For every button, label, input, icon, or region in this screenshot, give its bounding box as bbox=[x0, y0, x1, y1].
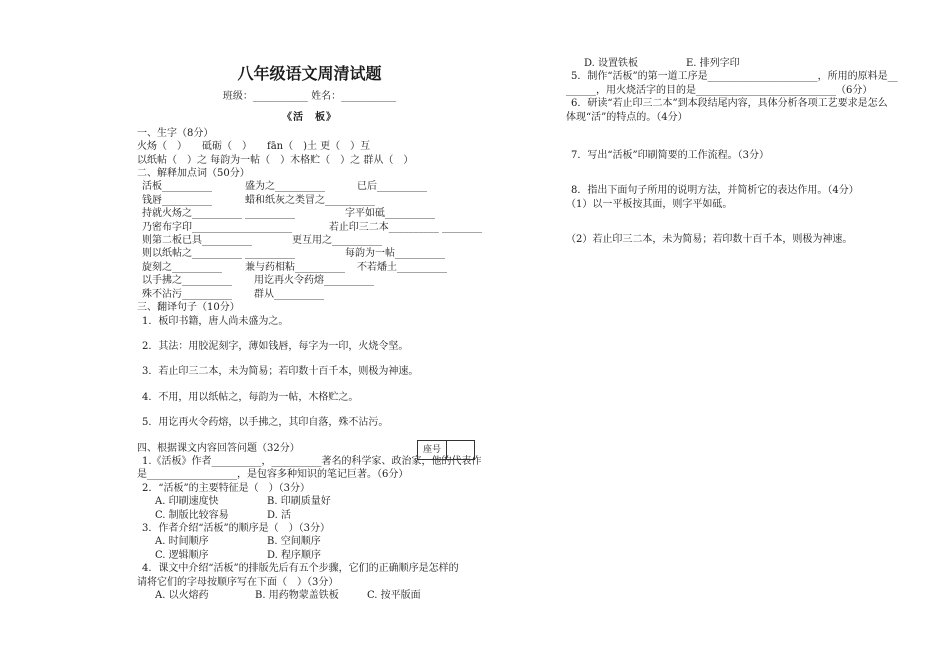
question-3-options bbox=[137, 549, 482, 562]
page-title: 八年级语文周清试题 bbox=[237, 64, 382, 83]
question-3-options bbox=[137, 535, 482, 548]
option-c: C. 制版比较容易 bbox=[155, 509, 229, 521]
section2-cell: __________ bbox=[245, 248, 295, 260]
seat-number-label: 座号 bbox=[418, 441, 447, 459]
section2-cell: 持就火炀之__________ bbox=[142, 208, 242, 220]
section2-cell: 钱唇__________ bbox=[142, 194, 212, 206]
section1-line1: 火炀（ ） 砥砺（ ） fān（ )土 更（ ）互 bbox=[137, 141, 371, 153]
section3-heading: 三、翻译句子（10分） bbox=[137, 302, 240, 314]
seat-number-box bbox=[417, 440, 475, 460]
question-7: 7．写出“活板”印刷简要的工作流程。（3分） bbox=[571, 150, 769, 162]
section2-cell: 殊不沾污__________ bbox=[142, 288, 232, 300]
section2-heading: 二、解释加点词（50分） bbox=[137, 168, 250, 180]
translate-item-4: 4．不用，用以纸帖之，每韵为一帖，木格贮之。 bbox=[142, 391, 359, 403]
section1-heading: 一、生字（8分） bbox=[137, 127, 214, 139]
question-2-options bbox=[137, 495, 482, 508]
section2-cell: __________ bbox=[242, 221, 292, 233]
section1-line2: 以纸帖（ ）之 每韵为一帖（ ）木格贮（ ）之 群从（ ） bbox=[137, 154, 414, 166]
translate-item-3: 3．若止印三二本，未为简易；若印数十百千本，则极为神速。 bbox=[142, 366, 419, 378]
section2-cell: 则以纸帖之__________ bbox=[142, 248, 242, 260]
section2-row bbox=[137, 180, 482, 193]
question-1-line2: 是__________________，是包容多种知识的笔记巨著。（6分） bbox=[137, 469, 409, 481]
section2-cell: 乃密布字印__________ bbox=[142, 221, 242, 233]
section2-row bbox=[137, 261, 482, 274]
section2-cell: 若止印三二本__________ ________ bbox=[328, 221, 482, 233]
section2-cell: 已后__________ bbox=[357, 181, 427, 193]
section2-cell: 活板__________ bbox=[142, 181, 212, 193]
question-4-line2: 请将它们的字母按顺序写在下面（ ）（3分） bbox=[137, 576, 339, 588]
option-a: A. 时间顺序 bbox=[155, 536, 209, 548]
section2-row bbox=[137, 221, 482, 234]
section2-cell: 则第二板已具__________ bbox=[142, 235, 252, 247]
question-2-options bbox=[137, 509, 482, 522]
left-column bbox=[137, 64, 482, 602]
section2-cell: 群从__________ bbox=[254, 288, 324, 300]
translate-item-5: 5．用讫再火令药熔，以手拂之，其印自落，殊不沾污。 bbox=[142, 417, 389, 429]
section2-cell: 旋刻之__________ bbox=[142, 261, 222, 273]
section2-cell: 字平如砥__________ bbox=[345, 208, 435, 220]
section2-cell: 不若燔土__________ bbox=[357, 261, 447, 273]
option-a: A. 以火熔药 bbox=[155, 590, 209, 601]
option-c: C. 逻辑顺序 bbox=[155, 549, 209, 561]
question-3: 3．作者介绍“活板”的顺序是（ ）（3分） bbox=[142, 522, 330, 534]
section2-cell: __________ bbox=[245, 208, 295, 220]
question-5-line2: ______，用火烧活字的目的是____________________________（6分） bbox=[566, 84, 873, 96]
section2-table bbox=[137, 180, 482, 301]
question-8-sub-1: （1）以一平板按其面，则字平如砥。 bbox=[566, 198, 733, 210]
option-e: E. 排列字印 bbox=[686, 58, 740, 69]
section2-cell: 更互用之__________ bbox=[292, 235, 382, 247]
option-d: D. 程序顺序 bbox=[267, 549, 322, 561]
question-1-line1: 1.《活板》作者__________，__________著名的科学家、政治家，他的代表作 bbox=[142, 455, 482, 467]
section2-cell: 每韵为一帖__________ bbox=[345, 248, 445, 260]
question-8-sub-2: （2）若止印三二本，未为简易；若印数十百千本，则极为神速。 bbox=[566, 234, 853, 246]
text-subtitle: 《活 板》 bbox=[282, 112, 337, 124]
question-6-line2: 体现“活”的特点的。（4分） bbox=[566, 111, 688, 123]
question-2: 2．“活板”的主要特征是（ ）（3分） bbox=[142, 482, 310, 494]
section2-cell: 盛为之__________ bbox=[245, 181, 325, 193]
section2-row bbox=[137, 288, 482, 301]
option-b: B. 空间顺序 bbox=[267, 536, 321, 548]
question-8: 8．指出下面句子所用的说明方法，并简析它的表达作用。（4分） bbox=[571, 185, 859, 197]
question-6-line1: 6．研读“若止印三二本”到本段结尾内容，具体分析各项工艺要求是怎么 bbox=[571, 98, 888, 110]
section2-row bbox=[137, 207, 482, 220]
translate-item-2: 2．其法：用胶泥刻字，薄如钱唇，每字为一印，火烧令坚。 bbox=[142, 340, 409, 352]
section2-cell: 以手拂之__________ bbox=[142, 275, 232, 287]
option-c: C. 按平版面 bbox=[367, 590, 421, 601]
section2-cell: 兼与药相粘__________ bbox=[245, 261, 345, 273]
section2-row bbox=[137, 274, 482, 287]
translate-item-1: 1．板印书籍，唐人尚未盛为之。 bbox=[142, 315, 289, 327]
question-4-line1: 4．课文中介绍“活板”的排版先后有五个步骤，它们的正确顺序是怎样的 bbox=[142, 563, 459, 575]
option-d: D. 活 bbox=[267, 509, 292, 521]
option-b: B. 用药物蒙盖铁板 bbox=[255, 590, 339, 601]
section2-row bbox=[137, 234, 482, 247]
option-b: B. 印刷质量好 bbox=[267, 496, 331, 508]
question-4-options-cont bbox=[566, 57, 911, 70]
option-a: A. 印刷速度快 bbox=[155, 496, 219, 508]
right-column bbox=[566, 57, 911, 247]
option-d: D. 设置铁板 bbox=[584, 58, 639, 69]
section2-row bbox=[137, 194, 482, 207]
section2-row bbox=[137, 247, 482, 260]
question-5-line1: 5．制作“活板”的第一道工序是______________________，所用的原料是__ bbox=[571, 71, 898, 83]
section2-cell: 用讫再火令药熔__________ bbox=[254, 275, 374, 287]
class-name-line: 班级：___________ 姓名：___________ bbox=[222, 91, 397, 102]
section2-cell: 蜡和纸灰之类冒之__________ bbox=[245, 194, 375, 206]
question-4-options bbox=[137, 589, 482, 602]
section4-heading: 四、根据课文内容回答问题（32分） bbox=[137, 442, 300, 454]
